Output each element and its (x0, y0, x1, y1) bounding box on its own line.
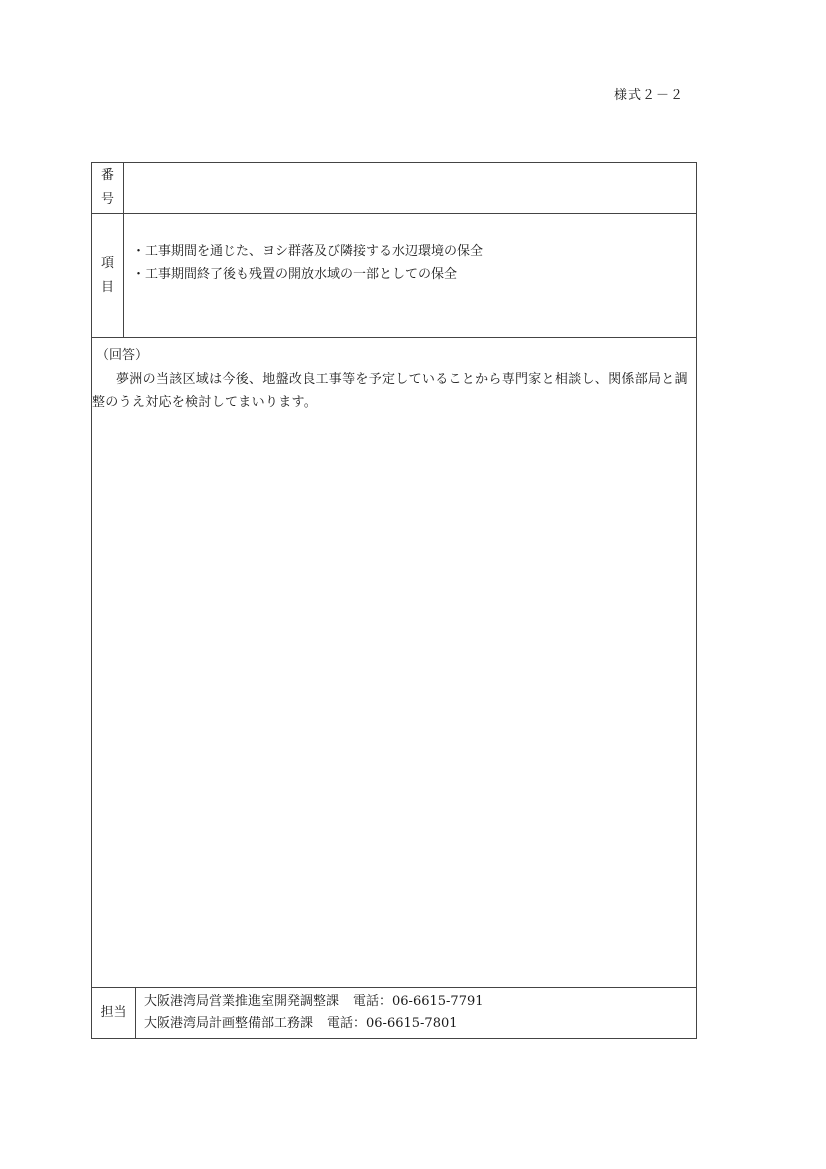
number-label-char-2: 号 (100, 192, 114, 207)
answer-row (92, 338, 696, 988)
item-row (92, 214, 696, 338)
contact-phone: 電話：06-6615-7801 (327, 1016, 458, 1031)
item-line: ・工事期間終了後も残置の開放水域の一部としての保全 (132, 267, 458, 282)
item-line: ・工事期間を通じた、ヨシ群落及び隣接する水辺環境の保全 (132, 244, 484, 259)
form-id: 様式２－２ (613, 88, 684, 103)
response-form-table (91, 162, 697, 1039)
item-label-char-2: 目 (100, 279, 114, 295)
contact-line (144, 991, 484, 1013)
answer-heading: （回答） (96, 348, 149, 363)
number-label (92, 163, 124, 213)
contact-label: 担当 (92, 988, 136, 1038)
contact-list (144, 991, 484, 1035)
contact-phone: 電話：06-6615-7791 (353, 994, 484, 1009)
item-label-char-1: 項 (100, 255, 114, 271)
answer-text: 夢洲の当該区域は今後、地盤改良工事等を予定していることから専門家と相談し、関係部局と調整のうえ対応を検討してまいります。 (92, 372, 688, 410)
item-label (92, 214, 124, 337)
number-row (92, 163, 696, 214)
contact-department: 大阪港湾局計画整備部工務課 (144, 1016, 314, 1031)
item-list (132, 240, 483, 286)
contact-department: 大阪港湾局営業推進室開発調整課 (144, 994, 340, 1009)
contact-row (92, 988, 696, 1038)
contact-line (144, 1013, 484, 1035)
number-label-char-1: 番 (100, 168, 114, 183)
